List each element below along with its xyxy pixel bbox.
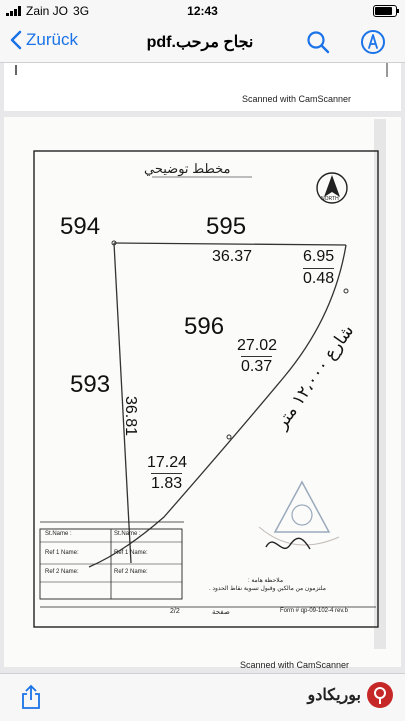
battery-icon bbox=[373, 5, 397, 17]
brand-name: بوريكادو bbox=[307, 687, 361, 704]
search-icon[interactable] bbox=[305, 29, 331, 55]
dim-36-81: 36.81 bbox=[122, 395, 140, 437]
scanned-label-2: Scanned with CamScanner bbox=[240, 660, 350, 670]
stamp-seal bbox=[259, 482, 339, 545]
form-ref1-1: Ref 1 Name: bbox=[45, 550, 79, 556]
dim-36-37: 36.37 bbox=[212, 248, 253, 265]
chevron-left-icon bbox=[10, 30, 22, 50]
signature bbox=[266, 538, 310, 549]
page-number: 2/2 bbox=[170, 608, 180, 615]
carrier-label: Zain JO bbox=[26, 4, 69, 18]
dim-17-24: 17.24 bbox=[147, 454, 188, 471]
pdf-page-1 bbox=[4, 63, 401, 111]
parcel-594: 594 bbox=[60, 213, 101, 240]
document-title: نجاح مرحب.pdf bbox=[146, 34, 254, 51]
form-st-name-2: St.Name : bbox=[114, 531, 141, 537]
parcel-593: 593 bbox=[70, 371, 111, 398]
location-pin-icon bbox=[365, 680, 395, 710]
form-ref2-1: Ref 2 Name: bbox=[45, 569, 79, 575]
back-button[interactable] bbox=[10, 30, 78, 50]
form-number: Form # qp-09-102-4 rev.b bbox=[280, 608, 348, 614]
dim-27-02: 27.02 bbox=[237, 337, 278, 354]
parcel-596: 596 bbox=[184, 313, 225, 340]
form-note-1: ملاحظة هامة : bbox=[248, 578, 284, 584]
dim-6-95: 6.95 bbox=[303, 248, 335, 265]
pdf-page-2 bbox=[4, 117, 401, 667]
north-label: NORTH bbox=[321, 196, 339, 202]
back-label: Zurück bbox=[26, 30, 78, 49]
parcel-595: 595 bbox=[206, 213, 247, 240]
form-ref1-2: Ref 1 Name: bbox=[114, 550, 148, 556]
dim-0-37: 0.37 bbox=[241, 358, 273, 375]
dim-0-48: 0.48 bbox=[303, 270, 335, 287]
document-viewer[interactable] bbox=[0, 63, 405, 673]
dim-1-83: 1.83 bbox=[151, 475, 183, 492]
navigation-bar bbox=[0, 22, 405, 63]
form-ref2-2: Ref 2 Name: bbox=[114, 569, 148, 575]
network-label: 3G bbox=[73, 4, 90, 18]
bottom-toolbar bbox=[0, 673, 405, 721]
share-icon[interactable] bbox=[20, 684, 42, 710]
survey-drawing bbox=[4, 117, 401, 667]
markup-icon[interactable] bbox=[360, 29, 386, 55]
map-title: مخطط توضيحي bbox=[144, 161, 231, 176]
form-note-2: ملتزمون من مالكين وقبول تسوية نقاط الحدود . bbox=[209, 586, 326, 592]
status-bar bbox=[0, 0, 405, 22]
brand-logo bbox=[308, 680, 395, 710]
clock: 12:43 bbox=[187, 4, 218, 18]
form-st-name-1: St.Name : bbox=[45, 531, 72, 537]
scanned-label-1: Scanned with CamScanner bbox=[242, 94, 352, 104]
street-label: شارع ١٢،٠٠٠ متر bbox=[271, 321, 358, 433]
page-label: صفحة bbox=[212, 609, 230, 616]
